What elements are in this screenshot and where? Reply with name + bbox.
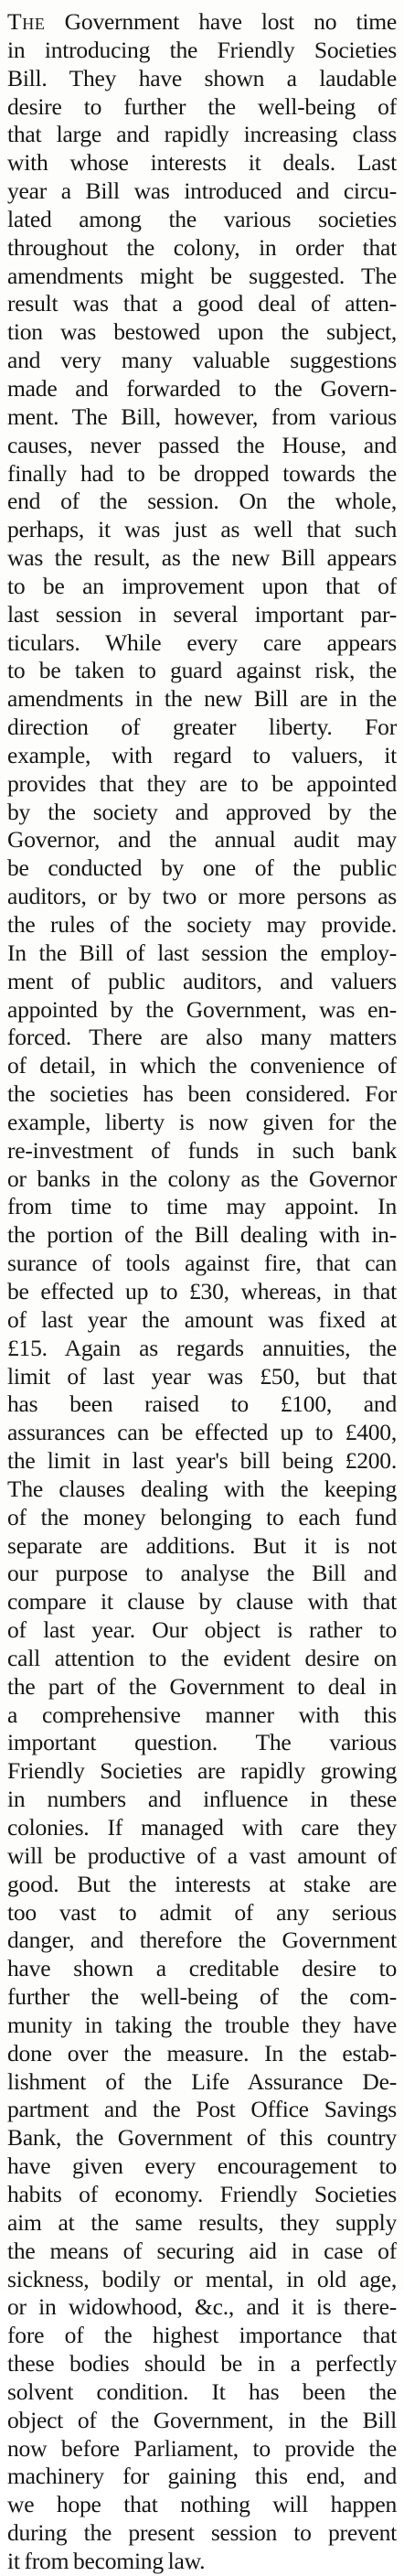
article-line: in introducing the Friendly Societies: [7, 36, 397, 63]
article-line: we hope that nothing will happen: [7, 2491, 397, 2518]
article-line: be conducted by one of the public: [7, 854, 397, 882]
article-line: done over the measure. In the estab-: [7, 2039, 397, 2066]
article-line: ment. The Bill, however, from various: [7, 402, 397, 430]
article-line: danger, and therefore the Government: [7, 1927, 397, 1954]
article-line: example, with regard to valuers, it: [7, 741, 397, 768]
article-line: compare it clause by clause with that: [7, 1588, 397, 1615]
article-line: now before Parliament, to provide the: [7, 2434, 397, 2462]
article-line: appointed by the Government, was en-: [7, 995, 397, 1023]
article-line: sickness, bodily or mental, in old age,: [7, 2265, 397, 2292]
article-line: ticulars. While every care appears: [7, 628, 397, 656]
article-line: £15. Again as regards annuities, the: [7, 1334, 397, 1361]
article-line: and very many valuable suggestions: [7, 347, 397, 374]
article-line: auditors, or by two or more persons as: [7, 883, 397, 910]
article-line: munity in taking the trouble they have: [7, 2011, 397, 2038]
article-line: result was that a good deal of atten-: [7, 290, 397, 317]
opening-word: The: [7, 8, 46, 35]
article-line: the societies has been considered. For: [7, 1080, 397, 1108]
article-line: in numbers and influence in these: [7, 1786, 397, 1813]
article-line: causes, never passed the House, and: [7, 431, 397, 458]
article-line: ment of public auditors, and valuers: [7, 967, 397, 994]
article-line: the portion of the Bill dealing with in-: [7, 1221, 397, 1249]
article-line: forced. There are also many matters: [7, 1024, 397, 1051]
article-line: of the money belonging to each fund: [7, 1503, 397, 1530]
article-line: tion was bestowed upon the subject,: [7, 318, 397, 346]
article-line: will be productive of a vast amount of: [7, 1841, 397, 1869]
article-line: the means of securing aid in case of: [7, 2237, 397, 2264]
article-line: be effected up to £30, whereas, in that: [7, 1277, 397, 1304]
article-line: example, liberty is now given for the: [7, 1108, 397, 1135]
article-line: desire to further the well-being of: [7, 92, 397, 120]
article-line: that large and rapidly increasing class: [7, 121, 397, 148]
article-line: finally had to be dropped towards the: [7, 459, 397, 487]
article-line: lishment of the Life Assurance De-: [7, 2067, 397, 2095]
article-line: by the society and approved by the: [7, 798, 397, 825]
article-line: lated among the various societies: [7, 205, 397, 232]
article-line: the part of the Government to deal in: [7, 1672, 397, 1700]
article-line: it from becoming law.: [7, 2547, 206, 2574]
article-line: was the result, as the new Bill appears: [7, 544, 397, 572]
article-line: limit of last year was £50, but that: [7, 1362, 397, 1390]
article-line: end of the session. On the whole,: [7, 488, 397, 515]
article-line: Friendly Societies are rapidly growing: [7, 1757, 397, 1785]
article-line: the limit in last year's bill being £200.: [7, 1447, 397, 1475]
article-line: amendments in the new Bill are in the: [7, 685, 397, 713]
article-body: [7, 8, 397, 2576]
article-line: fore of the highest importance that: [7, 2322, 397, 2349]
article-line: have shown a creditable desire to: [7, 1955, 397, 1982]
article-line: solvent condition. It has been the: [7, 2377, 397, 2405]
article-line: call attention to the evident desire on: [7, 1644, 397, 1671]
article-line: surance of tools against fire, that can: [7, 1250, 397, 1277]
article-line: made and forwarded to the Govern-: [7, 374, 397, 402]
article-line: important question. The various: [7, 1729, 397, 1756]
article-line: these bodies should be in a perfectly: [7, 2350, 397, 2377]
article-line: habits of economy. Friendly Societies: [7, 2180, 397, 2207]
article-line: to be an improvement upon that of: [7, 572, 397, 599]
article-line: object of the Government, in the Bill: [7, 2406, 397, 2433]
article-line: of last year the amount was fixed at: [7, 1305, 397, 1333]
article-line: aim at the same results, they supply: [7, 2208, 397, 2236]
article-line: provides that they are to be appointed: [7, 769, 397, 797]
article-line: last session in several important par-: [7, 600, 397, 628]
article-line: the rules of the society may provide.: [7, 911, 397, 938]
article-line: amendments might be suggested. The: [7, 262, 397, 289]
article-line: colonies. If managed with care they: [7, 1814, 397, 1841]
article-line: The Government have lost no time: [7, 8, 397, 35]
article-line: good. But the interests at stake are: [7, 1870, 397, 1897]
article-line: to be taken to guard against risk, the: [7, 657, 397, 684]
article-line: throughout the colony, in order that: [7, 233, 397, 261]
article-line: partment and the Post Office Savings: [7, 2096, 397, 2123]
article-line: Bill. They have shown a laudable: [7, 64, 397, 91]
article-line: of last year. Our object is rather to: [7, 1616, 397, 1644]
article-line: further the well-being of the com-: [7, 1983, 397, 2011]
article-line: have given every encouragement to: [7, 2152, 397, 2180]
article-line: with whose interests it deals. Last: [7, 149, 397, 177]
article-line: separate are additions. But it is not: [7, 1531, 397, 1559]
article-line: of detail, in which the convenience of: [7, 1052, 397, 1079]
article-line: has been raised to £100, and: [7, 1390, 397, 1418]
article-line: Governor, and the annual audit may: [7, 826, 397, 853]
article-line: In the Bill of last session the employ-: [7, 939, 397, 966]
article-line: direction of greater liberty. For: [7, 714, 397, 741]
article-line: The clauses dealing with the keeping: [7, 1475, 397, 1502]
article-line: perhaps, it was just as well that such: [7, 516, 397, 543]
article-line: during the present session to prevent: [7, 2519, 397, 2547]
article-line: year a Bill was introduced and circu-: [7, 177, 397, 205]
article-line: assurances can be effected up to £400,: [7, 1419, 397, 1446]
article-line: a comprehensive manner with this: [7, 1701, 397, 1728]
article-line: from time to time may appoint. In: [7, 1193, 397, 1220]
article-line: or banks in the colony as the Governor: [7, 1165, 397, 1192]
article-line: machinery for gaining this end, and: [7, 2463, 397, 2490]
article-line: too vast to admit of any serious: [7, 1898, 397, 1926]
article-line: or in widowhood, &c., and it is there-: [7, 2293, 397, 2321]
article-line: our purpose to analyse the Bill and: [7, 1560, 397, 1587]
article-line: Bank, the Government of this country: [7, 2124, 397, 2152]
article-line: re-investment of funds in such bank: [7, 1136, 397, 1164]
